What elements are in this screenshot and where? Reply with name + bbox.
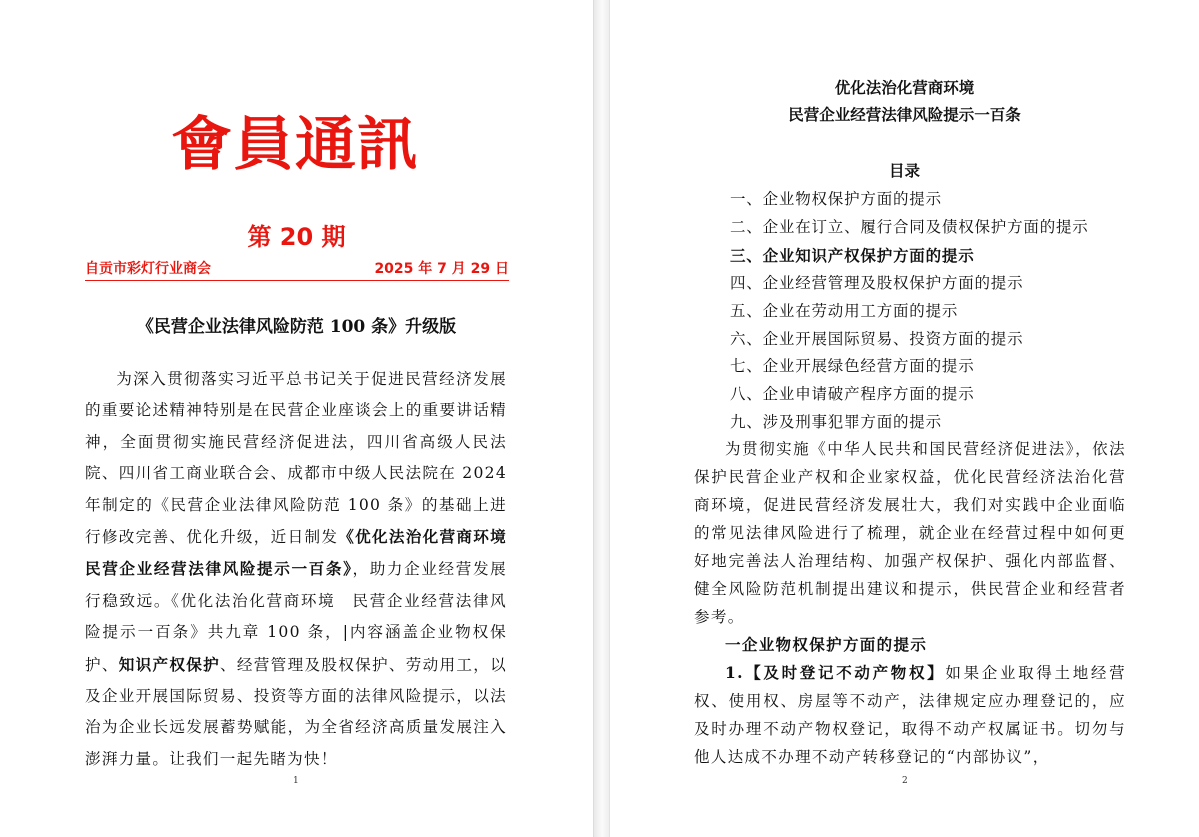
intro-bold-ip: 知识产权保护 xyxy=(118,654,221,674)
item-1-label: 1.【及时登记不动产物权】 xyxy=(725,663,946,682)
toc-item: 六、企业开展国际贸易、投资方面的提示 xyxy=(730,329,1024,348)
publish-date: 2025 年 7 月 29 日 xyxy=(374,261,509,277)
document-page-1 xyxy=(0,0,593,837)
page-number-1: 1 xyxy=(293,776,299,786)
table-of-contents xyxy=(730,186,1089,437)
page-number-2: 2 xyxy=(902,776,908,786)
newsletter-masthead: 會員通訊 xyxy=(171,110,419,178)
intro-text-part2: ，助力企业经营发展行稳致远。《优化法治化营商环境 民营企业经营法律风险提示一百条》共九章 100 条，|内容涵盖企业物权保护、 xyxy=(85,560,507,674)
item-1-paragraph xyxy=(694,659,1126,771)
toc-item: 三、企业知识产权保护方面的提示 xyxy=(730,245,975,265)
toc-item: 四、企业经营管理及股权保护方面的提示 xyxy=(730,273,1024,292)
preface-body xyxy=(694,435,1126,771)
issue-number: 第 20 期 xyxy=(247,223,346,251)
toc-item: 八、企业申请破产程序方面的提示 xyxy=(730,385,975,404)
page-title-line1: 优化法治化营商环境 xyxy=(834,78,975,97)
section-heading: 一企业物权保护方面的提示 xyxy=(725,635,928,654)
preface-paragraph: 为贯彻实施《中华人民共和国民营经济促进法》，依法保护民营企业产权和企业家权益，优化民营经济法治化营商环境，促进民营经济发展壮大，我们对实践中企业面临的常见法律风险进行了梳理，就企业在经营过程中如何更好地完善法人治理结构、加强产权保护、强化内部监督、健全风险防范机制提出建议和提示，供民营企业和经营者参考。 xyxy=(694,440,1126,626)
toc-item: 一、企业物权保护方面的提示 xyxy=(730,190,942,208)
publisher-line xyxy=(85,260,509,281)
publisher-name: 自贡市彩灯行业商会 xyxy=(85,261,211,277)
document-title: 《民营企业法律风险防范 100 条》升级版 xyxy=(136,317,457,337)
intro-text-part1: 为深入贯彻落实习近平总书记关于促进民营经济发展的重要论述精神特别是在民营企业座谈会上的重要讲话精神，全面贯彻实施民营经济促进法，四川省高级人民法院、四川省工商业联合会、成都市中级人民法院在 2024 年制定的《民营企业法律风险防范 100 条》的基础上进行修改完善、优化升级，近日制发 xyxy=(85,370,507,547)
toc-heading: 目录 xyxy=(888,161,920,180)
toc-item: 五、企业在劳动用工方面的提示 xyxy=(730,301,959,320)
document-page-2 xyxy=(610,0,1199,837)
intro-paragraph xyxy=(85,364,524,775)
item-1-text: 如果企业取得土地经营权、使用权、房屋等不动产，法律规定应办理登记的，应及时办理不动产物权登记，取得不动产权属证书。切勿与他人达成不办理不动产转移登记的“内部协议”， xyxy=(694,664,1126,766)
intro-text-part3: 、经营管理及股权保护、劳动用工，以及企业开展国际贸易、投资等方面的法律风险提示，以法治为企业长远发展蓄势赋能，为全省经济高质量发展注入澎湃力量。让我们一起先睹为快！ xyxy=(85,655,507,768)
page-gutter xyxy=(593,0,610,837)
toc-item: 九、涉及刑事犯罪方面的提示 xyxy=(730,413,942,432)
page-title-line2: 民营企业经营法律风险提示一百条 xyxy=(788,105,1021,124)
toc-item: 七、企业开展绿色经营方面的提示 xyxy=(730,357,975,376)
toc-item: 二、企业在订立、履行合同及债权保护方面的提示 xyxy=(730,217,1089,236)
intro-bold-title: 《优化法治化营商环境 民营企业经营法律风险提示一百条》 xyxy=(85,527,524,579)
